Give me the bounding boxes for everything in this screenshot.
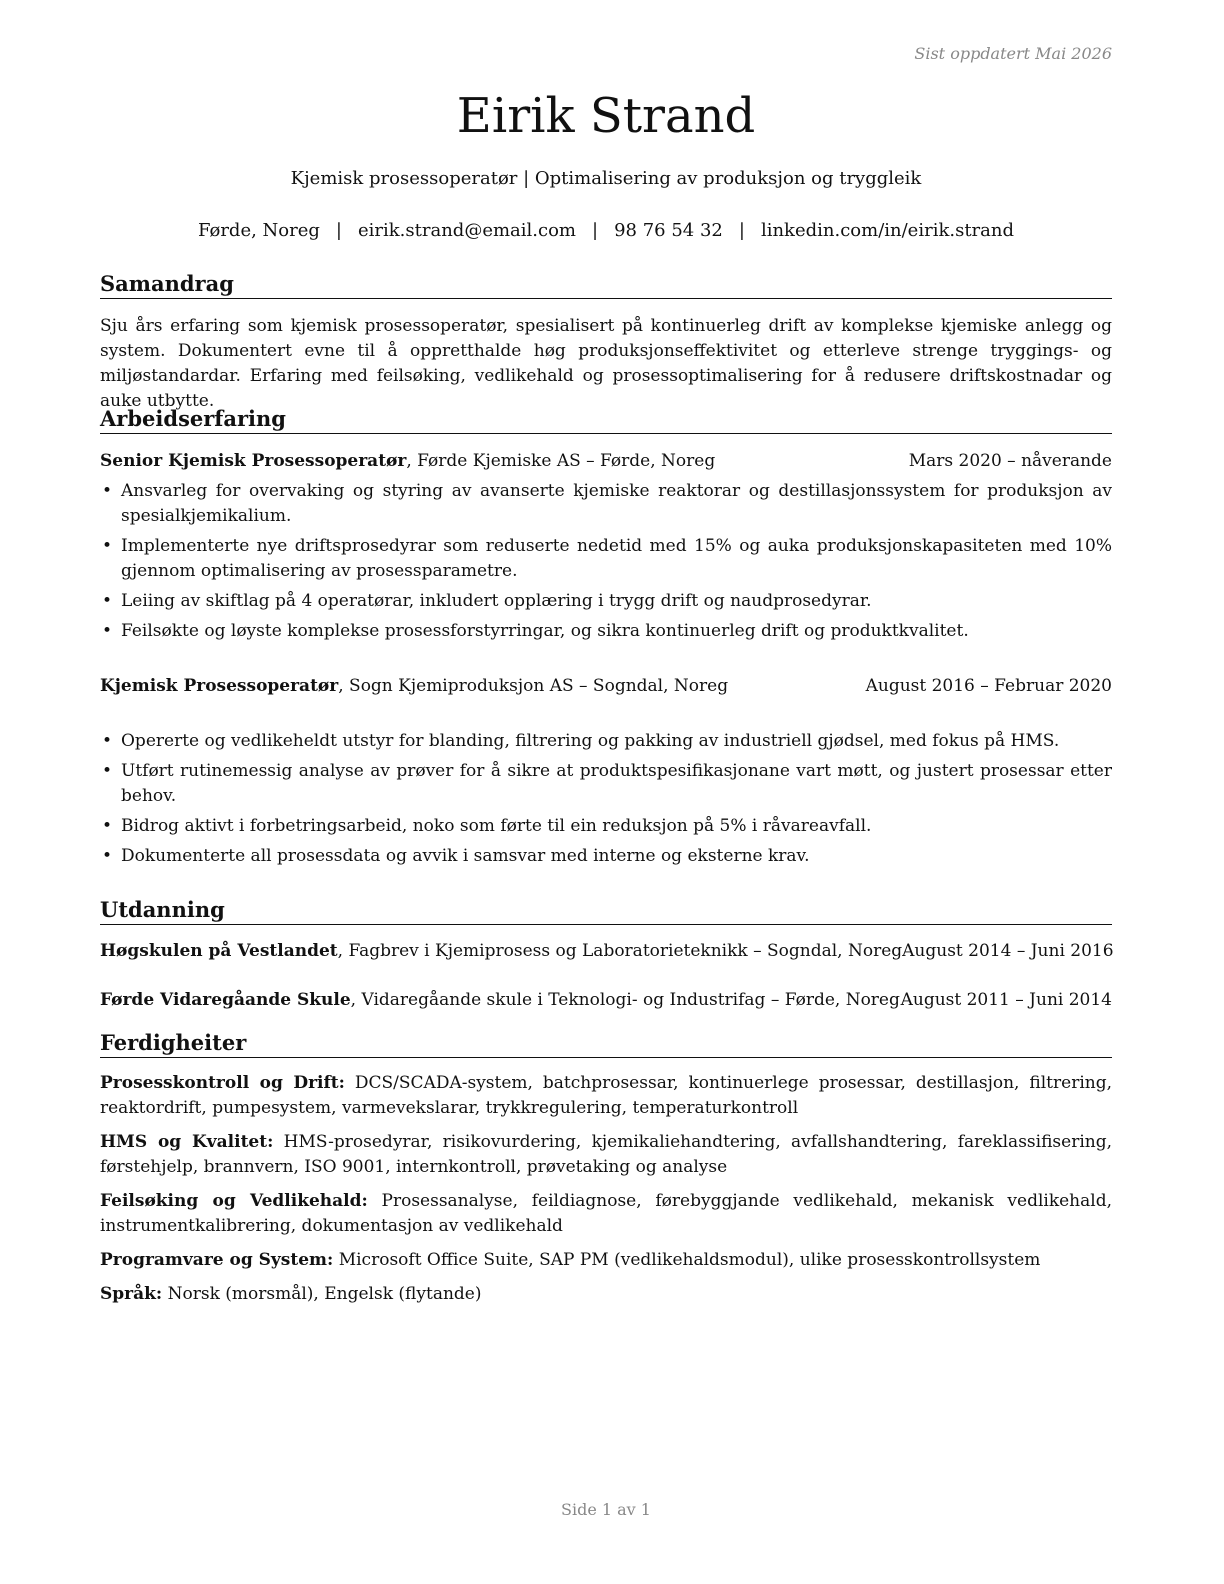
job-header (100, 674, 1112, 699)
contact-linkedin[interactable]: linkedin.com/in/eirik.strand (760, 220, 1014, 241)
education-line (100, 988, 900, 1013)
person-name: Eirik Strand (456, 88, 756, 144)
skill-text: HMS-prosedyrar, risikovurdering, kjemikaliehandtering, avfallshandtering, fareklassifisering, førstehjelp, brannvern, ISO 9001, internkontroll, prøvetaking og analyse (100, 1132, 1112, 1177)
list-item: • Feilsøkte og løyste komplekse prosessforstyrringar, og sikra kontinuerleg drift og produktkvalitet. (100, 619, 1112, 644)
education-row (100, 939, 1112, 964)
last-updated: Sist oppdatert Mai 2026 (914, 44, 1112, 63)
list-item: • Ansvarleg for overvaking og styring av avanserte kjemiske reaktorar og destillasjonssystem for produksjon av spesialkjemikalium. (100, 479, 1112, 529)
skill-text: DCS/SCADA-system, batchprosessar, kontinuerlege prosessar, destillasjon, filtrering, reaktordrift, pumpesystem, varmevekslarar, trykkregulering, temperaturkontroll (100, 1073, 1112, 1118)
job-role: Kjemisk Prosessoperatør (100, 676, 339, 696)
job-dates: August 2016 – Februar 2020 (865, 676, 1112, 696)
skill-label: Programvare og System: (100, 1250, 334, 1270)
skill-label: HMS og Kvalitet: (100, 1132, 274, 1152)
skill-item (100, 1071, 1112, 1121)
job-role: Senior Kjemisk Prosessoperatør (100, 451, 407, 471)
section-title-skills: Ferdigheiter (100, 1030, 1112, 1058)
section-title-experience: Arbeidserfaring (100, 406, 1112, 434)
education-dates: August 2014 – Juni 2016 (902, 941, 1114, 961)
contact-line (100, 219, 1112, 243)
page-number: Side 1 av 1 (561, 1500, 651, 1519)
section-title-summary: Samandrag (100, 271, 1112, 299)
education-school: Førde Vidaregåande Skule (100, 990, 351, 1010)
contact-phone: 98 76 54 32 (614, 220, 723, 241)
education-dates: August 2011 – Juni 2014 (900, 990, 1112, 1010)
skill-item (100, 1189, 1112, 1239)
skill-text: Prosessanalyse, feildiagnose, førebyggjande vedlikehald, mekanisk vedlikehald, instrumentkalibrering, dokumentasjon av vedlikehald (100, 1191, 1112, 1236)
skill-item (100, 1130, 1112, 1180)
education-school: Høgskulen på Vestlandet (100, 941, 338, 961)
contact-location: Førde, Noreg (197, 220, 320, 241)
list-item: • Opererte og vedlikeheldt utstyr for blanding, filtrering og pakking av industriell gjødsel, med fokus på HMS. (100, 729, 1112, 754)
education-row (100, 988, 1112, 1013)
skill-text: Microsoft Office Suite, SAP PM (vedlikehaldsmodul), ulike prosesskontrollsystem (333, 1250, 1041, 1270)
skill-label: Språk: (100, 1284, 163, 1304)
resume-page (100, 0, 1112, 1584)
education-detail: , Vidaregåande skule i Teknologi- og Industrifag – Førde, Noreg (350, 990, 900, 1010)
contact-separator: | (335, 220, 342, 241)
list-item: • Dokumenterte all prosessdata og avvik i samsvar med interne og eksterne krav. (100, 844, 1112, 869)
list-item: • Implementerte nye driftsprosedyrar som reduserte nedetid med 15% og auka produksjonskapasiteten med 10% gjennom optimalisering av prosessparametre. (100, 534, 1112, 584)
list-item: • Leiing av skiftlag på 4 operatørar, inkludert opplæring i trygg drift og naudprosedyrar. (100, 589, 1112, 614)
job-bullets (100, 479, 1112, 649)
summary-text: Sju års erfaring som kjemisk prosessoperatør, spesialisert på kontinuerleg drift av komplekse kjemiske anlegg og system. Dokumentert evne til å oppretthalde høg produksjonseffektivitet og etterleve strenge tryggings- og miljøstandardar. Erfaring med feilsøking, vedlikehald og prosessoptimalisering for å redusere driftskostnadar og auke utbytte. (100, 316, 1112, 411)
list-item: • Bidrog aktivt i forbetringsarbeid, noko som førte til ein reduksjon på 5% i råvareavfall. (100, 814, 1112, 839)
contact-separator: | (592, 220, 599, 241)
education-detail: , Fagbrev i Kjemiprosess og Laboratorieteknikk – Sogndal, Noreg (337, 941, 903, 961)
skill-item (100, 1248, 1112, 1273)
job-title-line (100, 674, 728, 699)
job-company: , Sogn Kjemiproduksjon AS – Sogndal, Noreg (338, 676, 729, 696)
skill-item (100, 1282, 1112, 1307)
job-dates: Mars 2020 – nåverande (908, 451, 1112, 471)
contact-separator: | (738, 220, 745, 241)
job-company: , Førde Kjemiske AS – Førde, Noreg (406, 451, 716, 471)
tagline: Kjemisk prosessoperatør | Optimalisering av produksjon og tryggleik (290, 168, 922, 189)
list-item: • Utført rutinemessig analyse av prøver for å sikre at produktspesifikasjonane vart møtt, og justert prosessar etter behov. (100, 759, 1112, 809)
skill-label: Prosesskontroll og Drift: (100, 1073, 345, 1093)
job-title-line (100, 449, 715, 474)
section-title-education: Utdanning (100, 897, 1112, 925)
job-bullets (100, 729, 1112, 874)
contact-email[interactable]: eirik.strand@email.com (358, 220, 576, 241)
skill-label: Feilsøking og Vedlikehald: (100, 1191, 368, 1211)
job-header (100, 449, 1112, 474)
skill-text: Norsk (morsmål), Engelsk (flytande) (162, 1284, 482, 1304)
education-line (100, 939, 902, 964)
